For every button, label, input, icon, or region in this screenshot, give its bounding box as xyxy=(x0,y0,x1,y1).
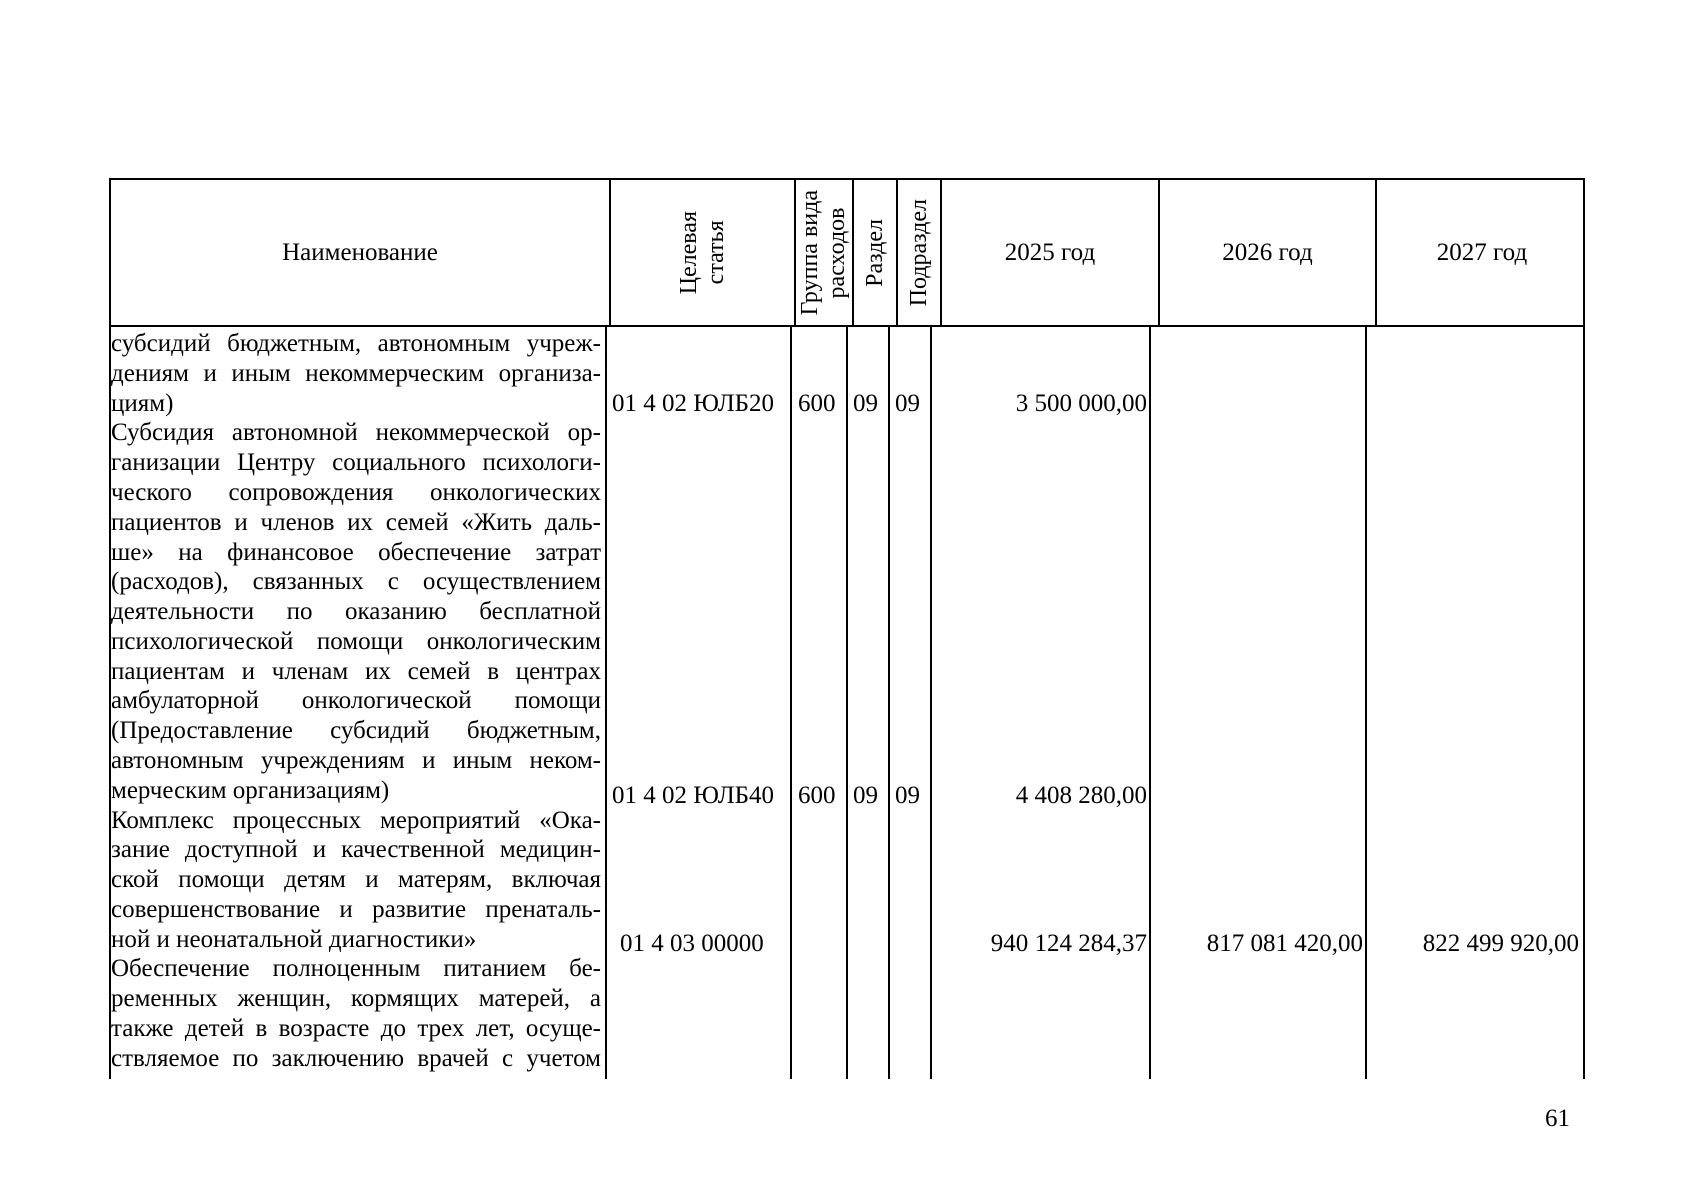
column-divider xyxy=(605,327,607,1079)
column-divider xyxy=(930,327,932,1079)
header-2026 xyxy=(1160,180,1377,325)
column-divider xyxy=(846,327,848,1079)
name-line: также детей в возрасте до трех лет, осуще- xyxy=(111,1015,601,1042)
cell-2025: 940 124 284,37 xyxy=(990,930,1147,957)
name-line: пациентам и членам их семей в центрах xyxy=(111,658,601,685)
name-line: дениям и иным некоммерческим организа- xyxy=(111,360,601,387)
header-subsection xyxy=(898,180,942,325)
header-2027 xyxy=(1377,180,1587,325)
header-name-label: Наименование xyxy=(282,238,438,266)
table-header xyxy=(109,178,1585,327)
name-line: субсидий бюджетным, автономным учреж- xyxy=(111,330,601,357)
name-line: (расходов), связанных с осуществлением xyxy=(111,568,601,595)
header-name xyxy=(111,180,611,325)
header-2027-label: 2027 год xyxy=(1436,238,1528,266)
name-line: пациентов и членов их семей «Жить даль- xyxy=(111,509,601,536)
cell-section: 09 xyxy=(853,390,878,417)
cell-subsection: 09 xyxy=(895,782,920,809)
column-divider xyxy=(1583,327,1585,1079)
name-line: зание доступной и качественной медицин- xyxy=(111,836,601,863)
cell-target-article: 01 4 03 00000 xyxy=(620,930,764,957)
name-line: совершенствование и развитие пренаталь- xyxy=(111,896,601,923)
name-line: ческого сопровождения онкологических xyxy=(111,479,601,506)
header-target-article-line1: Целевая xyxy=(675,210,702,295)
name-line: ременных женщин, кормящих матерей, а xyxy=(111,985,601,1012)
name-line: ной и неонатальной диагностики» xyxy=(111,926,477,953)
cell-expense-group: 600 xyxy=(798,390,836,417)
cell-subsection: 09 xyxy=(895,390,920,417)
cell-2027: 822 499 920,00 xyxy=(1422,930,1579,957)
header-section-label: Раздел xyxy=(861,218,888,287)
header-target-article xyxy=(611,180,796,325)
name-line: (Предоставление субсидий бюджетным, xyxy=(111,717,601,744)
name-line: ской помощи детям и матерям, включая xyxy=(111,866,601,893)
header-2025-label: 2025 год xyxy=(1004,238,1096,266)
page-number: 61 xyxy=(1545,1105,1570,1132)
name-line: Субсидия автономной некоммерческой ор- xyxy=(111,419,601,446)
column-divider xyxy=(1365,327,1367,1079)
column-divider xyxy=(790,327,792,1079)
cell-2025: 4 408 280,00 xyxy=(1015,782,1147,809)
cell-target-article: 01 4 02 ЮЛБ20 xyxy=(612,390,775,417)
cell-expense-group: 600 xyxy=(798,782,836,809)
header-expense-group-line1: Группа вида xyxy=(797,189,823,316)
header-section xyxy=(854,180,898,325)
name-line: ше» на финансовое обеспечение затрат xyxy=(111,539,601,566)
header-target-article-line2: статья xyxy=(702,220,729,285)
name-line: Обеспечение полноценным питанием бе- xyxy=(111,955,601,982)
name-line: ствляемое по заключению врачей с учетом xyxy=(111,1045,601,1072)
name-line: деятельности по оказанию бесплатной xyxy=(111,598,601,625)
name-line: психологической помощи онкологическим xyxy=(111,628,601,655)
column-divider xyxy=(1149,327,1151,1079)
cell-2025: 3 500 000,00 xyxy=(1015,390,1147,417)
header-expense-group xyxy=(796,180,854,325)
name-line: ганизации Центру социального психологи- xyxy=(111,449,601,476)
name-line: Комплекс процессных мероприятий «Ока- xyxy=(111,807,601,834)
header-2026-label: 2026 год xyxy=(1222,238,1313,266)
cell-target-article: 01 4 02 ЮЛБ40 xyxy=(612,782,775,809)
name-line: циям) xyxy=(111,390,174,417)
cell-section: 09 xyxy=(853,782,878,809)
header-expense-group-line2: расходов xyxy=(824,207,850,298)
name-line: автономным учреждениям и иным неком- xyxy=(111,747,601,774)
header-2025 xyxy=(942,180,1160,325)
name-line: амбулаторной онкологической помощи xyxy=(111,687,601,714)
cell-2026: 817 081 420,00 xyxy=(1206,930,1363,957)
column-divider xyxy=(888,327,890,1079)
name-line: мерческим организациям) xyxy=(111,777,390,804)
header-subsection-label: Подраздел xyxy=(905,198,932,307)
